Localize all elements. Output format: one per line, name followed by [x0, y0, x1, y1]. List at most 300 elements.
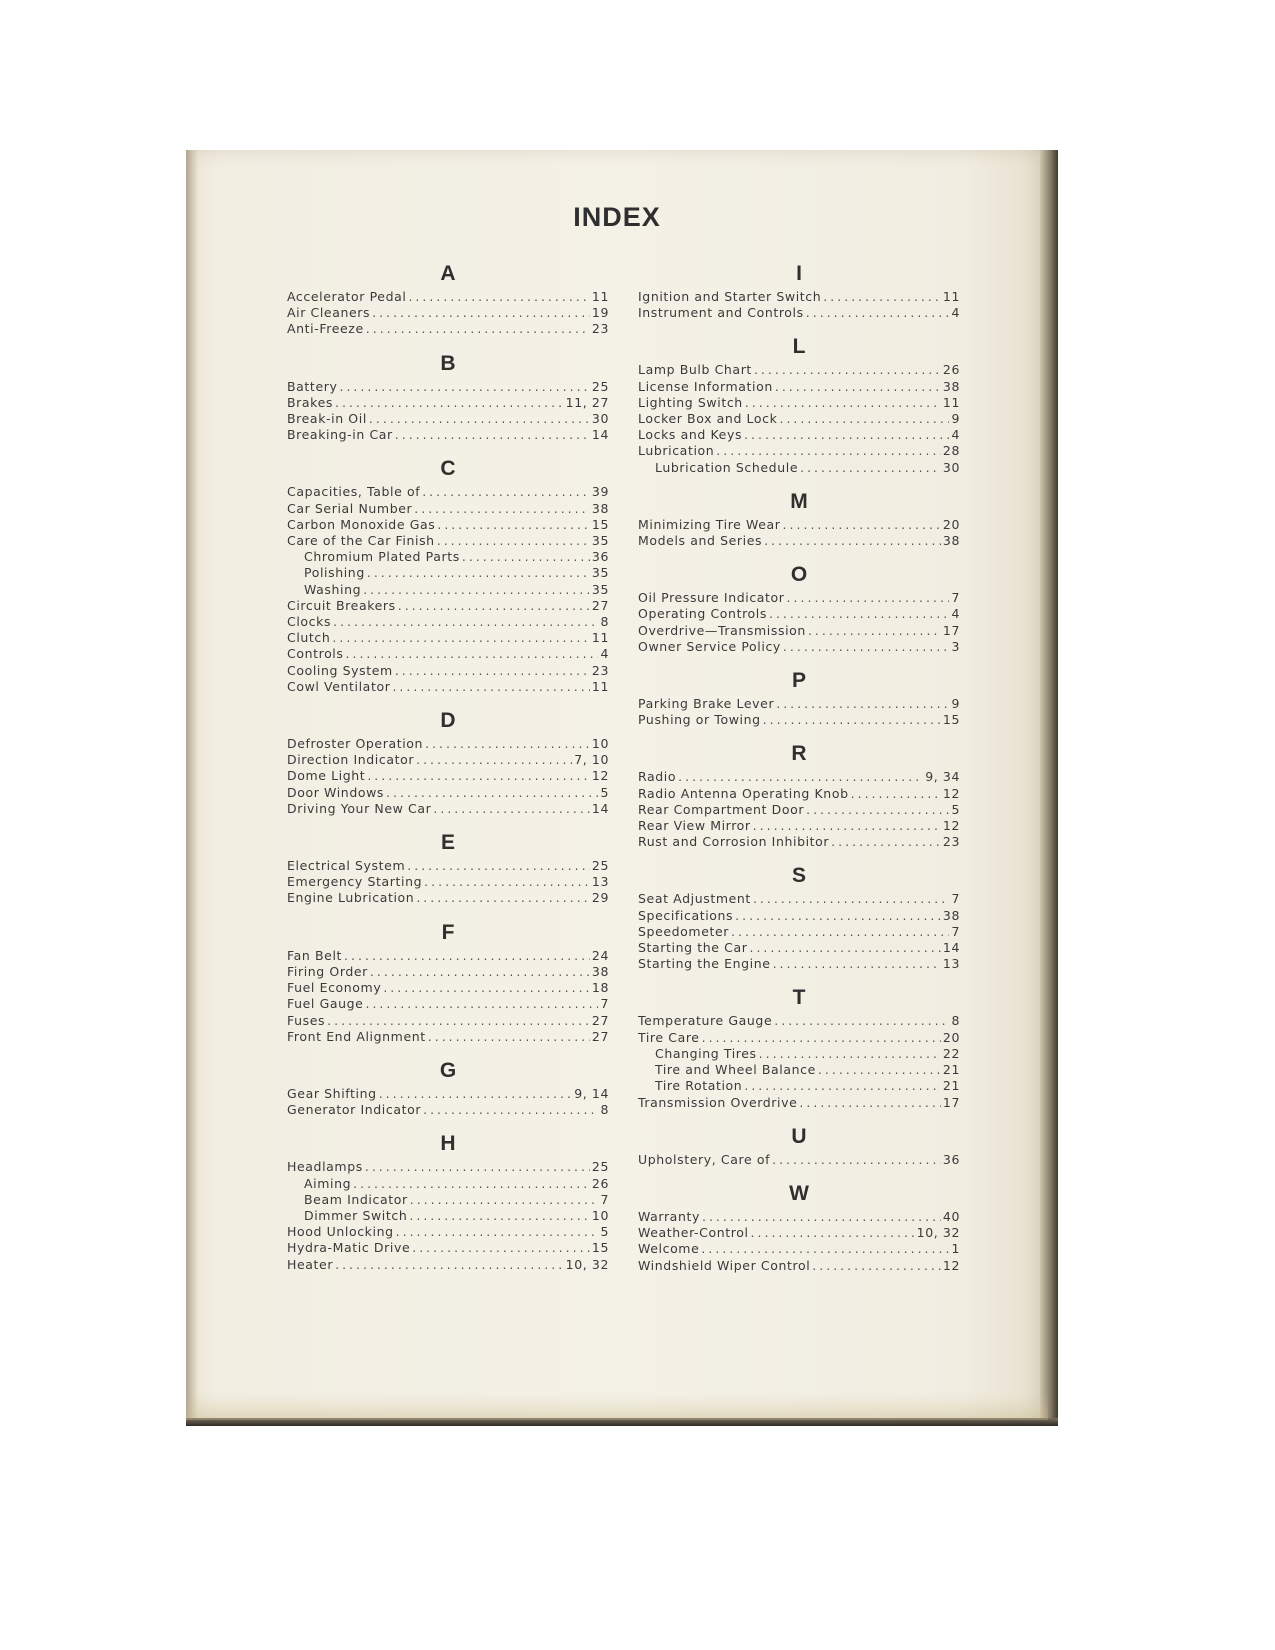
dot-leader: [772, 1152, 941, 1168]
index-entry: [638, 427, 960, 443]
dot-leader: [735, 908, 941, 924]
entry-page-number: 5: [951, 801, 960, 817]
dot-leader: [333, 614, 598, 630]
entry-label: Radio: [638, 769, 677, 785]
entry-page-number: 39: [591, 484, 609, 500]
entry-page-number: 30: [942, 459, 960, 475]
entry-label: Tire Care: [638, 1029, 700, 1045]
index-entry: [287, 858, 609, 874]
page-edge-right: [1040, 150, 1058, 1420]
index-section-r: [638, 742, 960, 850]
entry-page-number: 11: [591, 289, 609, 304]
entry-page-number: 38: [942, 378, 960, 394]
dot-leader: [702, 1209, 941, 1225]
dot-leader: [812, 1258, 941, 1274]
index-entry: [638, 908, 960, 924]
entry-label: Starting the Car: [638, 940, 748, 956]
entry-label: Parking Brake Lever: [638, 696, 775, 712]
entry-label: Cowl Ventilator: [287, 678, 391, 694]
entry-label: Starting the Engine: [638, 956, 771, 972]
entry-label: Defroster Operation: [287, 736, 424, 752]
dot-leader: [800, 460, 941, 476]
entry-page-number: 5: [600, 784, 609, 800]
entry-label: Models and Series: [638, 533, 763, 549]
index-entry: [287, 427, 609, 443]
entry-page-number: 9: [951, 696, 960, 712]
dot-leader: [754, 362, 941, 378]
index-entry: [638, 1225, 960, 1241]
entry-page-number: 27: [591, 1028, 609, 1044]
section-letter: H: [440, 1132, 456, 1156]
entry-page-number: 12: [942, 785, 960, 801]
index-entry: [287, 874, 609, 890]
entry-label: Beam Indicator: [304, 1191, 408, 1207]
entry-page-number: 10, 32: [565, 1256, 609, 1272]
dot-leader: [369, 411, 590, 427]
index-section-i: [638, 262, 960, 321]
index-section-h: [287, 1132, 609, 1272]
entry-page-number: 35: [591, 565, 609, 581]
entry-label: Temperature Gauge: [638, 1013, 773, 1029]
entry-label: Gear Shifting: [287, 1085, 377, 1101]
entry-page-number: 26: [591, 1175, 609, 1191]
entry-label: Hydra-Matic Drive: [287, 1240, 411, 1256]
index-entry: [638, 517, 960, 533]
dot-leader: [412, 1240, 590, 1256]
index-section-f: [287, 921, 609, 1045]
index-column-left: [287, 262, 609, 1273]
index-entry: [287, 1102, 609, 1118]
dot-leader: [383, 980, 590, 996]
index-entry: [638, 379, 960, 395]
dot-leader: [416, 890, 590, 906]
entry-label: Front End Alignment: [287, 1028, 426, 1044]
entry-label: Transmission Overdrive: [638, 1094, 798, 1110]
entry-label: Fuel Economy: [287, 980, 382, 996]
index-section-g: [287, 1059, 609, 1118]
index-entry: [638, 786, 960, 802]
index-section-p: [638, 669, 960, 728]
dot-leader: [799, 1095, 940, 1111]
entry-label: Polishing: [304, 565, 365, 581]
entry-label: Specifications: [638, 907, 734, 923]
index-entry: [638, 1030, 960, 1046]
index-entry: [638, 802, 960, 818]
dot-leader: [386, 785, 598, 801]
dot-leader: [433, 801, 590, 817]
dot-leader: [396, 1224, 599, 1240]
entry-page-number: 19: [591, 305, 609, 321]
entry-page-number: 27: [591, 1012, 609, 1028]
dot-leader: [428, 1029, 590, 1045]
entry-label: Seat Adjustment: [638, 891, 751, 907]
entry-label: Overdrive—Transmission: [638, 622, 806, 638]
dot-leader: [407, 858, 590, 874]
index-entry: [287, 679, 609, 695]
entry-label: Anti-Freeze: [287, 321, 364, 337]
entry-page-number: 26: [942, 362, 960, 378]
index-section-a: [287, 262, 609, 338]
entry-page-number: 14: [591, 427, 609, 443]
dot-leader: [409, 1208, 590, 1224]
entry-label: Weather-Control: [638, 1225, 749, 1241]
entry-label: Capacities, Table of: [287, 484, 421, 500]
index-subentry: [287, 1192, 609, 1208]
entry-label: Engine Lubrication: [287, 890, 415, 906]
index-entry: [638, 623, 960, 639]
entry-page-number: 12: [591, 768, 609, 784]
entry-page-number: 25: [591, 1159, 609, 1175]
dot-leader: [395, 427, 590, 443]
index-entry: [638, 395, 960, 411]
index-entry: [638, 1013, 960, 1029]
entry-page-number: 35: [591, 533, 609, 549]
index-entry: [638, 924, 960, 940]
dot-leader: [416, 752, 572, 768]
entry-label: Clutch: [287, 630, 331, 646]
index-section-c: [287, 457, 609, 695]
entry-page-number: 1: [951, 1241, 960, 1257]
entry-label: Brakes: [287, 394, 333, 410]
entry-label: Dome Light: [287, 768, 366, 784]
dot-leader: [751, 1225, 915, 1241]
section-letter: O: [790, 563, 808, 587]
entry-label: Direction Indicator: [287, 752, 415, 768]
dot-leader: [776, 696, 949, 712]
dot-leader: [701, 1241, 949, 1257]
entry-label: Lubrication Schedule: [655, 459, 799, 475]
page-title: INDEX: [573, 202, 661, 232]
entry-page-number: 4: [951, 606, 960, 622]
index-section-w: [638, 1182, 960, 1274]
dot-leader: [763, 712, 941, 728]
index-entry: [638, 533, 960, 549]
index-entry: [638, 639, 960, 655]
index-entry: [287, 1029, 609, 1045]
index-entry: [287, 321, 609, 337]
dot-leader: [423, 1102, 598, 1118]
dot-leader: [424, 874, 590, 890]
entry-label: Welcome: [638, 1241, 700, 1257]
entry-label: Washing: [304, 581, 362, 597]
index-subentry: [638, 460, 960, 476]
dot-leader: [437, 517, 590, 533]
index-section-b: [287, 352, 609, 444]
entry-page-number: 28: [942, 443, 960, 459]
dot-leader: [370, 964, 590, 980]
dot-leader: [379, 1086, 572, 1102]
dot-leader: [823, 289, 941, 305]
index-entry: [287, 1086, 609, 1102]
dot-leader: [773, 956, 941, 972]
entry-label: Operating Controls: [638, 606, 767, 622]
entry-label: Cooling System: [287, 662, 393, 678]
entry-label: Chromium Plated Parts: [304, 549, 460, 565]
index-section-l: [638, 335, 960, 475]
entry-page-number: 40: [942, 1208, 960, 1224]
entry-page-number: 25: [591, 858, 609, 874]
entry-label: Pushing or Towing: [638, 712, 761, 728]
index-subentry: [638, 1078, 960, 1094]
entry-label: Fuses: [287, 1012, 326, 1028]
entry-page-number: 7: [951, 590, 960, 606]
entry-page-number: 7, 10: [574, 752, 609, 768]
dot-leader: [678, 769, 923, 785]
entry-page-number: 13: [942, 956, 960, 972]
dot-leader: [395, 663, 590, 679]
entry-page-number: 13: [591, 874, 609, 890]
entry-label: Generator Indicator: [287, 1102, 422, 1118]
section-letter: W: [789, 1181, 809, 1205]
index-entry: [287, 996, 609, 1012]
entry-label: Owner Service Policy: [638, 638, 781, 654]
entry-label: Breaking-in Car: [287, 427, 393, 443]
entry-label: Lighting Switch: [638, 394, 743, 410]
index-entry: [638, 956, 960, 972]
entry-label: Lamp Bulb Chart: [638, 362, 752, 378]
dot-leader: [332, 630, 589, 646]
dot-leader: [818, 1062, 941, 1078]
dot-leader: [408, 289, 589, 305]
entry-label: Ignition and Starter Switch: [638, 289, 822, 304]
index-section-e: [287, 831, 609, 907]
index-entry: [638, 1258, 960, 1274]
dot-leader: [702, 1030, 941, 1046]
entry-label: Care of the Car Finish: [287, 533, 435, 549]
dot-leader: [414, 501, 590, 517]
section-letter: C: [440, 457, 456, 481]
index-section-o: [638, 563, 960, 655]
dot-leader: [779, 411, 949, 427]
entry-label: Lubrication: [638, 443, 715, 459]
dot-leader: [745, 395, 941, 411]
dot-leader: [366, 321, 590, 337]
entry-label: Driving Your New Car: [287, 800, 432, 816]
index-page: [186, 150, 1048, 1420]
index-entry: [287, 948, 609, 964]
index-subentry: [638, 1062, 960, 1078]
dot-leader: [339, 379, 589, 395]
section-letter: M: [790, 489, 808, 513]
index-entry: [638, 940, 960, 956]
dot-leader: [753, 818, 941, 834]
section-letter: B: [440, 351, 456, 375]
index-entry: [287, 1240, 609, 1256]
index-entry: [287, 1013, 609, 1029]
index-entry: [287, 736, 609, 752]
dot-leader: [365, 1159, 590, 1175]
dot-leader: [344, 948, 590, 964]
entry-page-number: 12: [942, 818, 960, 834]
index-entry: [287, 890, 609, 906]
entry-page-number: 20: [942, 516, 960, 532]
index-section-u: [638, 1125, 960, 1168]
index-entry: [287, 1224, 609, 1240]
dot-leader: [372, 305, 590, 321]
entry-page-number: 8: [600, 1102, 609, 1118]
entry-page-number: 14: [591, 800, 609, 816]
entry-label: Radio Antenna Operating Knob: [638, 785, 849, 801]
dot-leader: [783, 517, 941, 533]
index-entry: [638, 834, 960, 850]
index-entry: [287, 411, 609, 427]
index-entry: [287, 305, 609, 321]
index-entry: [287, 598, 609, 614]
entry-page-number: 12: [942, 1257, 960, 1273]
index-entry: [287, 614, 609, 630]
index-subentry: [287, 565, 609, 581]
entry-label: Minimizing Tire Wear: [638, 516, 781, 532]
entry-label: Rear Compartment Door: [638, 801, 805, 817]
index-entry: [287, 1159, 609, 1175]
dot-leader: [367, 768, 590, 784]
dot-leader: [744, 427, 949, 443]
index-entry: [287, 379, 609, 395]
entry-label: Headlamps: [287, 1159, 363, 1175]
entry-label: Accelerator Pedal: [287, 289, 407, 304]
entry-page-number: 10: [591, 1207, 609, 1223]
index-entry: [287, 517, 609, 533]
index-entry: [638, 590, 960, 606]
entry-page-number: 20: [942, 1029, 960, 1045]
entry-page-number: 11, 27: [565, 394, 609, 410]
section-letter: A: [440, 262, 456, 285]
index-column-right: [638, 262, 960, 1274]
section-letter: T: [792, 986, 806, 1010]
dot-leader: [753, 891, 950, 907]
section-letter: I: [796, 262, 802, 285]
dot-leader: [462, 549, 590, 565]
section-letter: G: [439, 1058, 457, 1082]
index-entry: [638, 289, 960, 305]
index-section-d: [287, 709, 609, 817]
index-entry: [638, 443, 960, 459]
index-entry: [287, 501, 609, 517]
dot-leader: [716, 443, 941, 459]
entry-label: Air Cleaners: [287, 305, 371, 321]
entry-page-number: 4: [951, 305, 960, 321]
entry-label: Car Serial Number: [287, 500, 413, 516]
entry-page-number: 11: [942, 289, 960, 304]
entry-label: Tire Rotation: [655, 1078, 743, 1094]
entry-label: Dimmer Switch: [304, 1207, 408, 1223]
entry-page-number: 15: [591, 516, 609, 532]
index-entry: [638, 1152, 960, 1168]
dot-leader: [806, 305, 950, 321]
entry-label: Rear View Mirror: [638, 818, 751, 834]
entry-label: Hood Unlocking: [287, 1224, 394, 1240]
entry-page-number: 8: [600, 614, 609, 630]
index-section-s: [638, 864, 960, 972]
index-entry: [287, 395, 609, 411]
entry-page-number: 36: [942, 1151, 960, 1167]
entry-page-number: 38: [591, 963, 609, 979]
index-entry: [287, 646, 609, 662]
entry-page-number: 10, 32: [916, 1225, 960, 1241]
dot-leader: [775, 379, 941, 395]
entry-label: Controls: [287, 646, 344, 662]
entry-label: Upholstery, Care of: [638, 1151, 771, 1167]
entry-page-number: 23: [591, 662, 609, 678]
index-entry: [638, 1209, 960, 1225]
index-subentry: [287, 549, 609, 565]
entry-page-number: 36: [591, 549, 609, 565]
entry-page-number: 14: [942, 940, 960, 956]
index-entry: [287, 785, 609, 801]
entry-label: Oil Pressure Indicator: [638, 590, 785, 606]
entry-page-number: 30: [591, 411, 609, 427]
entry-page-number: 7: [600, 996, 609, 1012]
index-entry: [638, 606, 960, 622]
dot-leader: [365, 996, 598, 1012]
entry-page-number: 24: [591, 947, 609, 963]
index-entry: [287, 801, 609, 817]
entry-page-number: 38: [942, 533, 960, 549]
dot-leader: [749, 940, 940, 956]
dot-leader: [392, 679, 589, 695]
index-entry: [638, 712, 960, 728]
dot-leader: [806, 802, 949, 818]
entry-page-number: 8: [951, 1013, 960, 1029]
entry-page-number: 27: [591, 597, 609, 613]
entry-label: Door Windows: [287, 784, 385, 800]
index-subentry: [638, 1046, 960, 1062]
index-entry: [638, 362, 960, 378]
dot-leader: [410, 1192, 599, 1208]
index-entry: [287, 630, 609, 646]
entry-page-number: 7: [600, 1191, 609, 1207]
dot-leader: [831, 834, 941, 850]
index-entry: [638, 891, 960, 907]
entry-label: Emergency Starting: [287, 874, 423, 890]
dot-leader: [425, 736, 590, 752]
index-entry: [287, 533, 609, 549]
entry-page-number: 9: [951, 411, 960, 427]
index-entry: [287, 768, 609, 784]
index-entry: [287, 980, 609, 996]
entry-page-number: 4: [600, 646, 609, 662]
index-entry: [287, 752, 609, 768]
index-entry: [287, 964, 609, 980]
section-letter: F: [441, 920, 455, 944]
entry-page-number: 23: [591, 321, 609, 337]
dot-leader: [783, 639, 950, 655]
dot-leader: [346, 646, 599, 662]
index-subentry: [287, 582, 609, 598]
entry-label: Electrical System: [287, 858, 406, 874]
index-entry: [638, 1241, 960, 1257]
entry-label: Locker Box and Lock: [638, 411, 778, 427]
entry-label: Circuit Breakers: [287, 597, 396, 613]
entry-label: Tire and Wheel Balance: [655, 1062, 816, 1078]
index-section-t: [638, 986, 960, 1110]
entry-page-number: 15: [942, 712, 960, 728]
index-entry: [638, 769, 960, 785]
entry-label: Instrument and Controls: [638, 305, 804, 321]
entry-page-number: 21: [942, 1078, 960, 1094]
entry-label: Changing Tires: [655, 1045, 757, 1061]
section-letter: L: [792, 335, 806, 359]
entry-page-number: 11: [591, 678, 609, 694]
section-letter: P: [791, 669, 806, 693]
entry-label: Windshield Wiper Control: [638, 1257, 811, 1273]
entry-label: Carbon Monoxide Gas: [287, 516, 436, 532]
dot-leader: [363, 582, 590, 598]
index-entry: [638, 1095, 960, 1111]
index-entry: [287, 663, 609, 679]
index-entry: [638, 696, 960, 712]
entry-page-number: 22: [942, 1045, 960, 1061]
